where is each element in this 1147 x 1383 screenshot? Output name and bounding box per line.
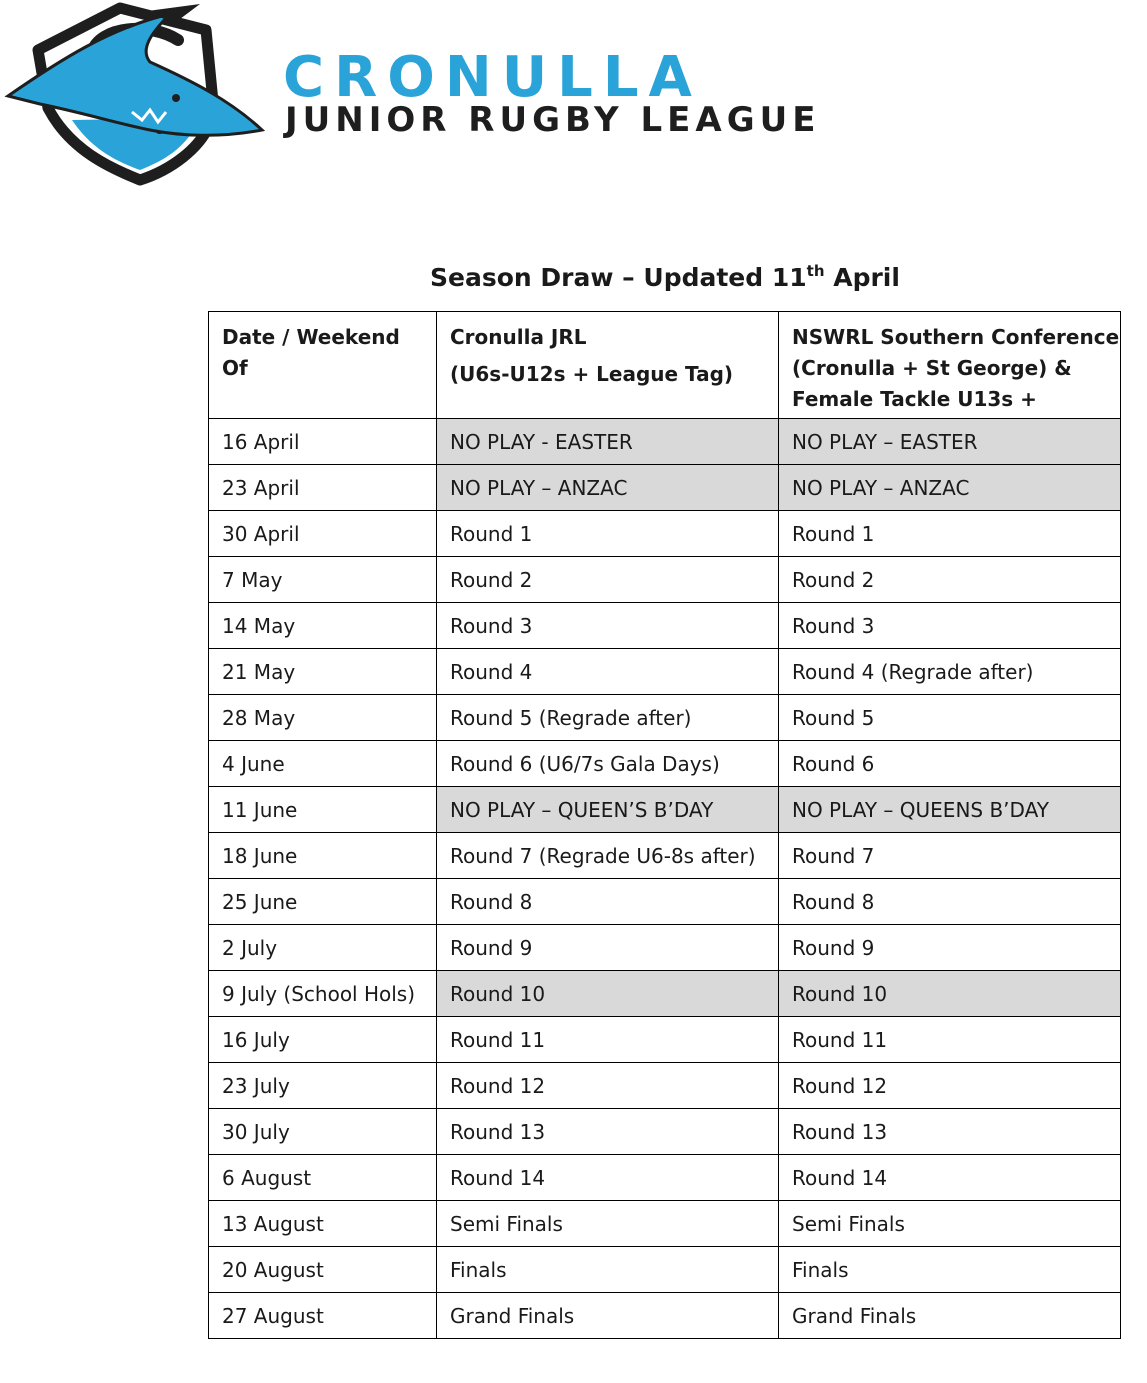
nswrl-cell: NO PLAY – ANZAC [779, 465, 1121, 511]
cronulla-jrl-cell: Round 4 [437, 649, 779, 695]
date-cell: 30 July [209, 1109, 437, 1155]
nswrl-cell: Round 8 [779, 879, 1121, 925]
header-date [209, 312, 437, 419]
nswrl-cell: Round 7 [779, 833, 1121, 879]
cronulla-jrl-cell: Finals [437, 1247, 779, 1293]
nswrl-cell: Semi Finals [779, 1201, 1121, 1247]
cronulla-jrl-cell: Round 12 [437, 1063, 779, 1109]
table-body [209, 419, 1121, 1339]
table-row [209, 419, 1121, 465]
date-cell: 16 July [209, 1017, 437, 1063]
header-line: Cronulla JRL [450, 325, 587, 349]
table-row [209, 1017, 1121, 1063]
cronulla-jrl-cell: Round 13 [437, 1109, 779, 1155]
table-row [209, 465, 1121, 511]
header-nswrl [779, 312, 1121, 419]
date-cell: 21 May [209, 649, 437, 695]
table-row [209, 879, 1121, 925]
nswrl-cell: Round 9 [779, 925, 1121, 971]
table-header-row [209, 312, 1121, 419]
table-row [209, 557, 1121, 603]
shark-shield-icon [0, 0, 280, 190]
season-draw-table [208, 311, 1121, 1339]
club-name: CRONULLA [283, 45, 702, 110]
nswrl-cell: Round 5 [779, 695, 1121, 741]
cronulla-jrl-cell: Semi Finals [437, 1201, 779, 1247]
table-row [209, 511, 1121, 557]
date-cell: 4 June [209, 741, 437, 787]
cronulla-jrl-cell: Round 10 [437, 971, 779, 1017]
date-cell: 27 August [209, 1293, 437, 1339]
nswrl-cell: Round 6 [779, 741, 1121, 787]
cronulla-jrl-cell: NO PLAY - EASTER [437, 419, 779, 465]
nswrl-cell: Round 2 [779, 557, 1121, 603]
cronulla-jrl-cell: Round 7 (Regrade U6-8s after) [437, 833, 779, 879]
nswrl-cell: Round 12 [779, 1063, 1121, 1109]
date-cell: 25 June [209, 879, 437, 925]
cronulla-jrl-cell: Round 8 [437, 879, 779, 925]
nswrl-cell: Round 14 [779, 1155, 1121, 1201]
date-cell: 14 May [209, 603, 437, 649]
header-line: Of [222, 356, 248, 380]
header-line: Female Tackle U13s + [792, 387, 1037, 411]
table-row [209, 833, 1121, 879]
date-cell: 18 June [209, 833, 437, 879]
date-cell: 6 August [209, 1155, 437, 1201]
nswrl-cell: Round 1 [779, 511, 1121, 557]
header-cronulla-jrl [437, 312, 779, 419]
cronulla-jrl-cell: NO PLAY – ANZAC [437, 465, 779, 511]
page-title [0, 252, 1147, 297]
cronulla-jrl-cell: Round 5 (Regrade after) [437, 695, 779, 741]
header-line: (U6s-U12s + League Tag) [450, 362, 734, 386]
nswrl-cell: Round 4 (Regrade after) [779, 649, 1121, 695]
cronulla-jrl-cell: NO PLAY – QUEEN’S B’DAY [437, 787, 779, 833]
date-cell: 23 April [209, 465, 437, 511]
table-row [209, 695, 1121, 741]
title-main: Season Draw – Updated 11 [430, 263, 807, 292]
date-cell: 2 July [209, 925, 437, 971]
header-line: NSWRL Southern Conference [792, 325, 1120, 349]
nswrl-cell: Round 10 [779, 971, 1121, 1017]
table-row [209, 1155, 1121, 1201]
table-row [209, 971, 1121, 1017]
cronulla-jrl-cell: Round 6 (U6/7s Gala Days) [437, 741, 779, 787]
nswrl-cell: NO PLAY – QUEENS B’DAY [779, 787, 1121, 833]
header-line: (Cronulla + St George) & [792, 356, 1072, 380]
club-subtitle: JUNIOR RUGBY LEAGUE [285, 100, 821, 140]
cronulla-jrl-cell: Round 2 [437, 557, 779, 603]
title-tail: April [824, 263, 900, 292]
cronulla-jrl-cell: Round 3 [437, 603, 779, 649]
cronulla-jrl-cell: Grand Finals [437, 1293, 779, 1339]
cronulla-jrl-cell: Round 11 [437, 1017, 779, 1063]
title-superscript: th [806, 262, 825, 280]
date-cell: 7 May [209, 557, 437, 603]
cronulla-jrl-cell: Round 9 [437, 925, 779, 971]
table-row [209, 741, 1121, 787]
nswrl-cell: NO PLAY – EASTER [779, 419, 1121, 465]
nswrl-cell: Round 11 [779, 1017, 1121, 1063]
table-row [209, 1293, 1121, 1339]
nswrl-cell: Round 3 [779, 603, 1121, 649]
table-row [209, 1109, 1121, 1155]
date-cell: 11 June [209, 787, 437, 833]
date-cell: 20 August [209, 1247, 437, 1293]
table-row [209, 1247, 1121, 1293]
date-cell: 23 July [209, 1063, 437, 1109]
table-row [209, 925, 1121, 971]
date-cell: 28 May [209, 695, 437, 741]
nswrl-cell: Finals [779, 1247, 1121, 1293]
table-row [209, 1201, 1121, 1247]
table-row [209, 1063, 1121, 1109]
table-row [209, 787, 1121, 833]
table-row [209, 603, 1121, 649]
table-row [209, 649, 1121, 695]
nswrl-cell: Grand Finals [779, 1293, 1121, 1339]
cronulla-jrl-cell: Round 14 [437, 1155, 779, 1201]
date-cell: 9 July (School Hols) [209, 971, 437, 1017]
date-cell: 30 April [209, 511, 437, 557]
nswrl-cell: Round 13 [779, 1109, 1121, 1155]
date-cell: 13 August [209, 1201, 437, 1247]
date-cell: 16 April [209, 419, 437, 465]
club-logo [0, 0, 900, 190]
header-line: Date / Weekend [222, 325, 400, 349]
cronulla-jrl-cell: Round 1 [437, 511, 779, 557]
